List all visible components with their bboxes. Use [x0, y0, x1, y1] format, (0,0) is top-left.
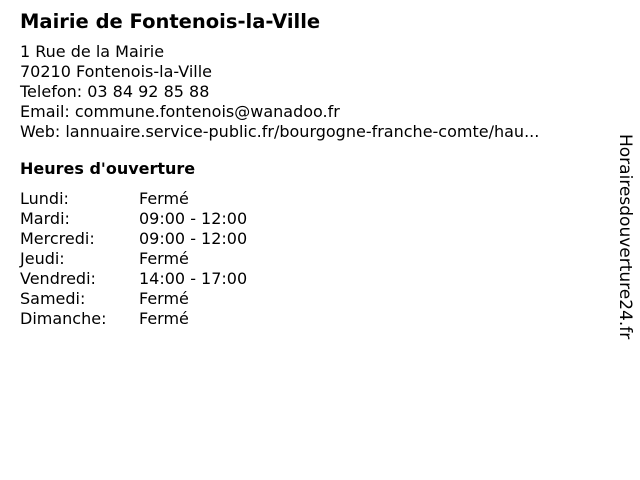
email-address: Email: commune.fontenois@wanadoo.fr [20, 102, 340, 121]
hours-value: Fermé [139, 289, 189, 308]
day-label: Samedi: [20, 289, 86, 308]
business-title: Mairie de Fontenois-la-Ville [20, 10, 321, 33]
business-card [20, 8, 600, 329]
day-label: Vendredi: [20, 269, 96, 288]
brand-watermark: Horairesdouverture24.fr [615, 134, 635, 340]
hours-row-wednesday [20, 229, 600, 249]
day-label: Lundi: [20, 189, 69, 208]
hours-row-thursday [20, 249, 600, 269]
hours-value: Fermé [139, 309, 189, 328]
website-link: Web: lannuaire.service-public.fr/bourgogne-franche-comte/hau... [20, 122, 540, 141]
hours-row-friday [20, 269, 600, 289]
brand-sidebar [612, 134, 636, 370]
hours-value: Fermé [139, 189, 189, 208]
day-label: Mardi: [20, 209, 70, 228]
address-block [20, 42, 600, 142]
hours-value: 14:00 - 17:00 [139, 269, 248, 288]
street-address: 1 Rue de la Mairie [20, 42, 165, 61]
hours-value: 09:00 - 12:00 [139, 229, 248, 248]
hours-row-tuesday [20, 209, 600, 229]
hours-value: Fermé [139, 249, 189, 268]
city-address: 70210 Fontenois-la-Ville [20, 62, 213, 81]
hours-row-saturday [20, 289, 600, 309]
day-label: Jeudi: [20, 249, 65, 268]
hours-heading: Heures d'ouverture [20, 159, 196, 178]
hours-value: 09:00 - 12:00 [139, 209, 248, 228]
hours-row-monday [20, 189, 600, 209]
opening-hours-table [20, 189, 600, 329]
day-label: Mercredi: [20, 229, 95, 248]
hours-row-sunday [20, 309, 600, 329]
phone-number: Telefon: 03 84 92 85 88 [20, 82, 210, 101]
day-label: Dimanche: [20, 309, 107, 328]
